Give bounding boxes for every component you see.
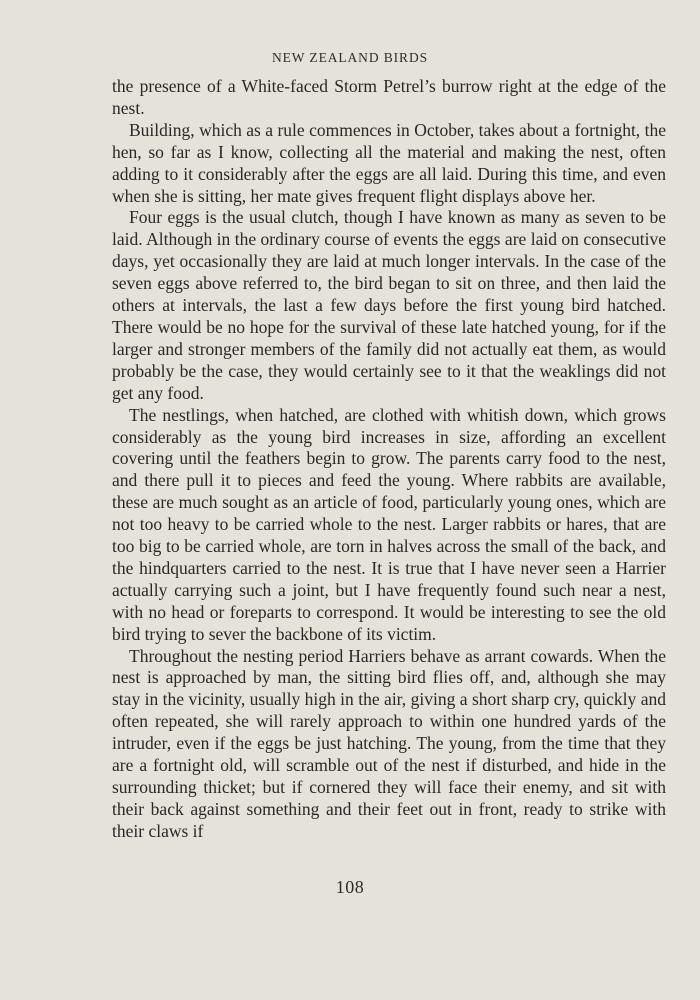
paragraph-nestlings: The nestlings, when hatched, are clothed with whitish down, which grows considerably as the young bird increases in size, affording an excellent covering until the feathers begin to grow. The parents carry food to the nest, and there pull it to pieces and feed the young. Where rabbits are available, these are much sought as an article of food, particularly young ones, which are not too heavy to be carried whole to the nest. Larger rabbits or hares, that are too big to be carried whole, are torn in halves across the small of the back, and the hindquarters carried to the nest. It is true that I have never seen a Harrier actually carrying such a joint, but I have frequently found such near a nest, with no head or foreparts to correspond. It would be interesting to see the old bird trying to sever the backbone of its victim. [112, 404, 666, 644]
paragraph-eggs: Four eggs is the usual clutch, though I have known as many as seven to be laid. Although in the ordinary course of events the eggs are laid on consecutive days, yet occasionally they are laid at much longer intervals. In the case of the seven eggs above referred to, the bird began to sit on three, and then laid the others at intervals, the last a few days before the first young bird hatched. There would be no hope for the survival of these late hatched young, for if the larger and stronger members of the family did not actually eat them, as would probably be the case, they would certainly see to it that the weaklings did not get any food. [112, 207, 666, 403]
paragraph-continued: the presence of a White-faced Storm Petrel’s burrow right at the edge of the nest. [112, 76, 666, 118]
paragraph-nesting-period: Throughout the nesting period Harriers behave as arrant cowards. When the nest is approached by man, the sitting bird flies off, and, although she may stay in the vicinity, usually high in the air, giving a short sharp cry, quickly and often repeated, she will rarely approach to within one hundred yards of the intruder, even if the eggs be just hatching. The young, from the time that they are a fortnight old, will scramble out of the nest if disturbed, and hide in the surrounding thicket; but if cornered they will face their enemy, and sit with their back against something and their feet out in front, ready to strike with their claws if [112, 645, 666, 841]
running-title: NEW ZEALAND BIRDS [271, 50, 429, 65]
body-text [112, 76, 666, 843]
paragraph-building: Building, which as a rule commences in October, takes about a fortnight, the hen, so far as I know, collecting all the material and making the nest, often adding to it considerably after the eggs are all laid. During this time, and even when she is sitting, her mate gives frequent flight displays above her. [112, 119, 666, 206]
page-number: 108 [335, 877, 365, 897]
